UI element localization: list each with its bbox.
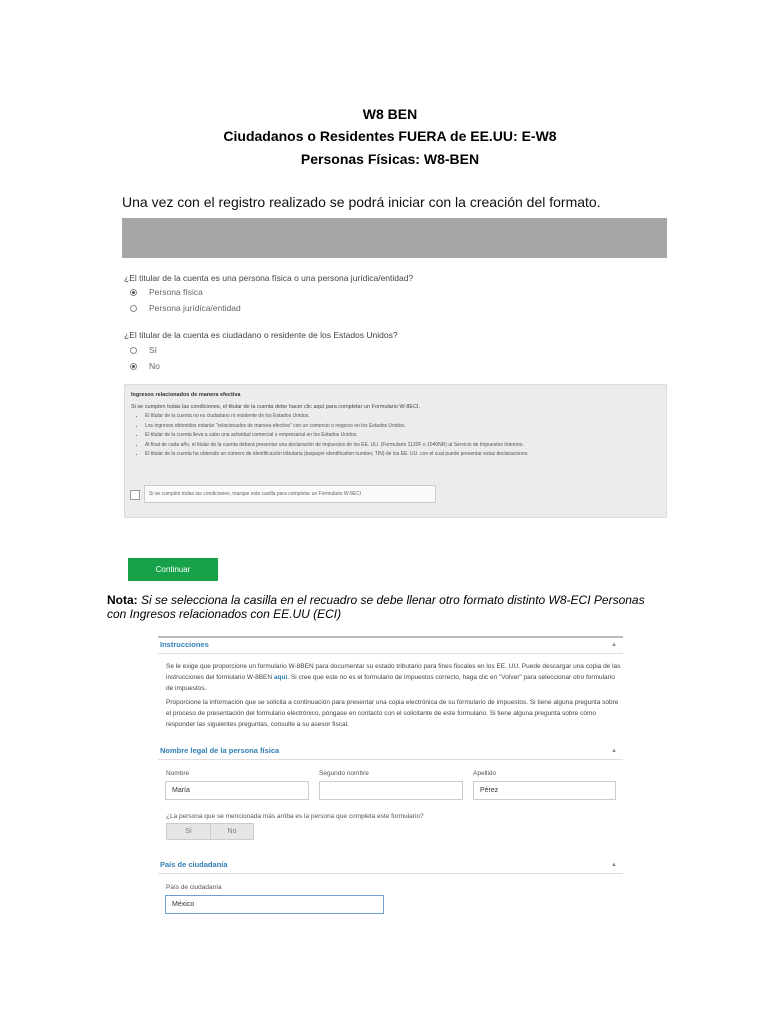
list-item: • El titular de la cuenta lleva a cabo una actividad comercial o empresarial en los Estados Unidos. [145,431,665,441]
radio-icon[interactable] [130,305,137,312]
nombre-input[interactable]: María [165,781,309,800]
collapse-caret-icon[interactable]: ▲ [611,862,617,868]
question-us-citizen: ¿El titular de la cuenta es ciudadano o residente de los Estados Unidos? [124,330,398,340]
note-label: Nota: [107,593,138,607]
note [107,593,647,621]
eci-box [124,384,667,518]
radio-si[interactable]: Sí [130,345,157,355]
eci-checkbox[interactable] [130,490,140,500]
eci-text: Si se cumplen todas las condiciones, el titular de la cuenta debe hacer clic aquí para completar un Formulario W-8ECI. [131,404,421,410]
section-instrucciones[interactable]: Instrucciones ▲ [158,637,623,654]
same-person-question: ¿La persona que se mencionada más arriba es la persona que completa este formulario? [166,813,424,820]
apellido-input[interactable]: Pérez [473,781,616,800]
pais-input[interactable]: México [165,895,384,914]
form-screenshot-2 [158,636,623,919]
form-screenshot-1 [122,218,667,520]
doc-title: W8 BEN [362,106,418,122]
instructions-paragraph-1: Se le exige que proporcione un formulario W-8BEN para documentar su estado tributario para fines fiscales en los EE. UU. Puede descargar una copia de las instrucciones del formulario W-8BEN aquí. Si cree que este no es el formulario de impuestos correcto, haga clic en "Volver" para seleccionar otro formulario de impuestos. [166,663,621,692]
radio-selected-icon[interactable] [130,363,137,370]
pais-label: País de ciudadanía [166,884,222,891]
header-bar [122,218,667,258]
apellido-label: Apellido [473,770,497,777]
intro-text: Una vez con el registro realizado se podrá iniciar con la creación del formato. [122,194,601,210]
eci-conditions [135,412,665,460]
segundo-nombre-input[interactable] [319,781,463,800]
eci-heading: Ingresos relacionados de manera efectiva [131,392,241,398]
section-nombre-legal[interactable]: Nombre legal de la persona física ▲ [158,743,623,760]
doc-subtitle: Ciudadanos o Residentes FUERA de EE.UU: E-W8 [223,128,557,144]
note-text: Si se selecciona la casilla en el recuadro se debe llenar otro formato distinto W8-ECI Personas con Ingresos relacionados con EE.UU (ECI) [107,593,645,621]
radio-no[interactable]: No [130,361,160,371]
doc-subtitle-2: Personas Físicas: W8-BEN [300,151,480,167]
si-toggle[interactable]: Sí [166,823,211,840]
list-item: • El titular de la cuenta ha obtenido un número de identificación tributaria (taxpayer identification number, TIN) de los EE. UU. con el cual puede presentar estas declaraciones. [145,450,665,460]
radio-icon[interactable] [130,347,137,354]
collapse-caret-icon[interactable]: ▲ [611,642,617,648]
continue-button[interactable]: Continuar [128,558,218,581]
instructions-link[interactable]: aquí [273,674,288,681]
collapse-caret-icon[interactable]: ▲ [611,748,617,754]
nombre-label: Nombre [166,770,190,777]
radio-persona-juridica[interactable]: Persona jurídica/entidad [130,303,241,313]
instructions-paragraph-2: Proporcione la información que se solicita a continuación para presentar una copia electrónica de su formulario de impuestos. Si tiene alguna pregunta sobre el proceso de presentación del formulario electrónico, póngase en contacto con el solicitante de este formulario. Si tiene alguna pregunta sobre cómo responder las siguientes preguntas, consulte a su asesor fiscal. [166,699,619,728]
no-toggle[interactable]: No [210,823,254,840]
question-entity-type: ¿El titular de la cuenta es una persona física o una persona jurídica/entidad? [124,273,414,283]
segundo-nombre-label: Segundo nombre [319,770,369,777]
section-pais-ciudadania[interactable]: País de ciudadanía ▲ [158,857,623,874]
radio-selected-icon[interactable] [130,289,137,296]
eci-checkbox-label[interactable]: Si se cumplen todas las condiciones, marque esta casilla para completar un Formulario W-8ECI [144,485,436,503]
list-item: • Los ingresos obtenidos estarán "relacionados de manera efectiva" con un comercio o negocio en los Estados Unidos. [145,422,665,432]
list-item: • Al final de cada año, el titular de la cuenta deberá presentar una declaración de impuestos de los EE. UU. (Formulario 1120F o 1040NR) al Servicio de Impuestos Internos. [145,441,665,451]
radio-persona-fisica[interactable]: Persona física [130,287,203,297]
list-item: • El titular de la cuenta no es ciudadano ni residente de los Estados Unidos. [145,412,665,422]
